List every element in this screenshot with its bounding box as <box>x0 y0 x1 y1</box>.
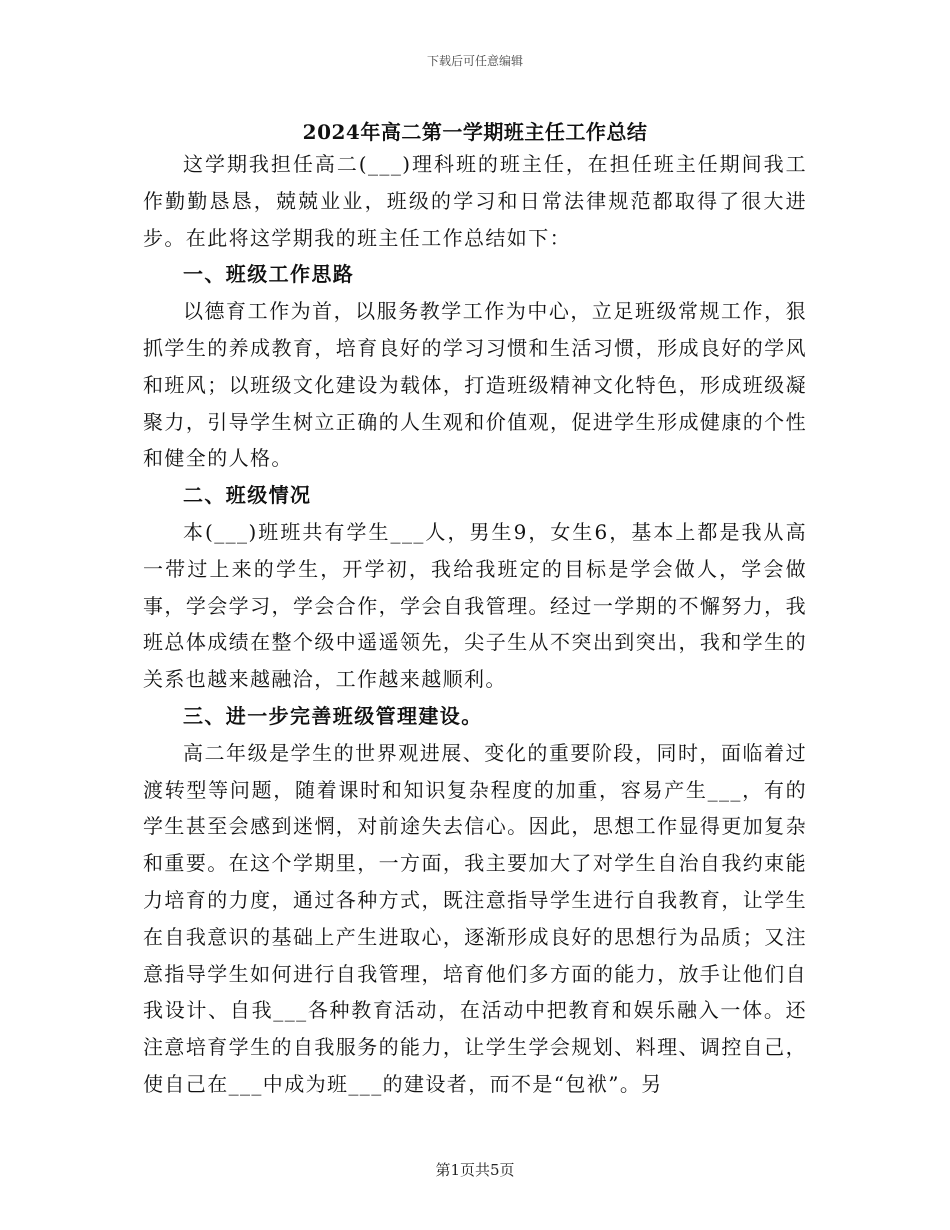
section-heading-2: 二、班级情况 <box>183 483 312 508</box>
header-note: 下载后可任意编辑 <box>426 54 523 68</box>
page-footer: 第1页共5页 <box>435 1161 515 1179</box>
document-title: 2024年高二第一学期班主任工作总结 <box>302 120 648 144</box>
section-body-3: 高二年级是学生的世界观进展、变化的重要阶段，同时，面临着过渡转型等问题，随着课时和知识复杂程度的加重，容易产生___，有的学生甚至会感到迷惘，对前途失去信心。因此，思想工作显得更加复杂和重要。在这个学期里，一方面，我主要加大了对学生自治自我约束能力培育的力度，通过各种方式，既注意指导学生进行自我教育，让学生在自我意识的基础上产生进取心，逐渐形成良好的思想行为品质；又注意指导学生如何进行自我管理，培育他们多方面的能力，放手让他们自我设计、自我___各种教育活动，在活动中把教育和娱乐融入一体。还注意培育学生的自我服务的能力，让学生学会规划、料理、调控自己，使自己在___中成为班___的建设者，而不是“包袱”。另 <box>143 740 807 1096</box>
section-heading-3: 三、进一步完善班级管理建设。 <box>183 703 483 728</box>
document-body <box>143 146 807 1103</box>
section-body-1: 以德育工作为首，以服务教学工作为中心，立足班级常规工作，狠抓学生的养成教育，培育良好的学习习惯和生活习惯，形成良好的学风和班风；以班级文化建设为载体，打造班级精神文化特色，形成班级凝聚力，引导学生树立正确的人生观和价值观，促进学生形成健康的个性和健全的人格。 <box>143 299 807 471</box>
section-heading-1: 一、班级工作思路 <box>183 262 355 287</box>
intro-paragraph: 这学期我担任高二(___)理科班的班主任，在担任班主任期间我工作勤勤恳恳，兢兢业业，班级的学习和日常法律规范都取得了很大进步。在此将这学期我的班主任工作总结如下： <box>143 152 807 250</box>
section-body-2: 本(___)班班共有学生___人，男生9，女生6，基本上都是我从高一带过上来的学生，开学初，我给我班定的目标是学会做人，学会做事，学会学习，学会合作，学会自我管理。经过一学期的不懈努力，我班总体成绩在整个级中遥遥领先，尖子生从不突出到突出，我和学生的关系也越来越融洽，工作越来越顺利。 <box>143 519 807 692</box>
